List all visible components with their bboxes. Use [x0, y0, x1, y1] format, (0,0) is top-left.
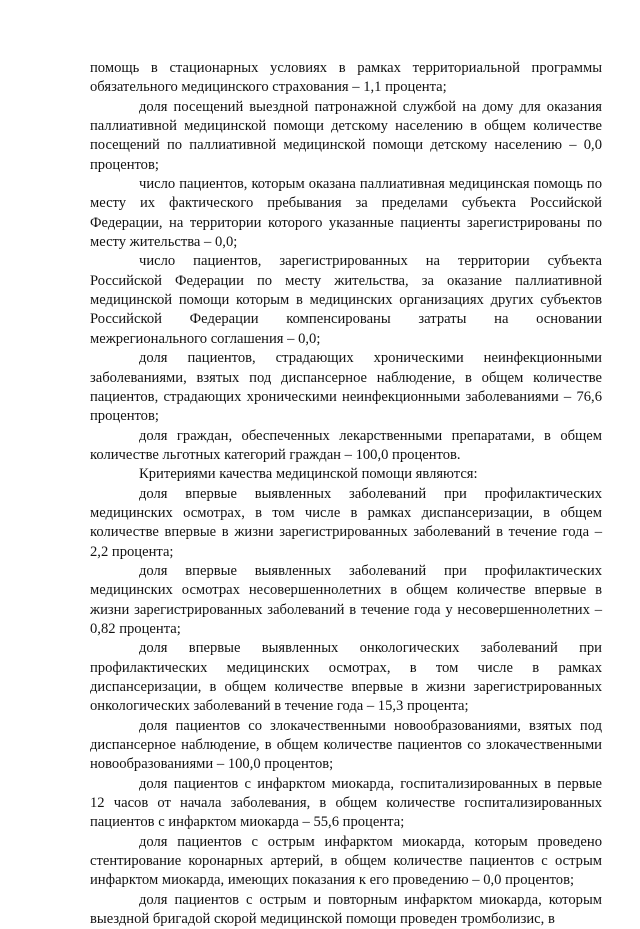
paragraph-myocardial-infarction-12h: доля пациентов с инфарктом миокарда, госпитализированных в первые 12 часов от начала заболевания, в общем количестве госпитализированных пациентов с инфарктом миокарда – 55,6 процента; — [90, 775, 602, 831]
paragraph-stenting: доля пациентов с острым инфарктом миокарда, которым проведено стентирование коронарных артерий, в общем количестве пациентов с острым инфарктом миокарда, имеющих показания к его проведению – 0,0 процентов; — [90, 833, 602, 889]
paragraph-oncology-observation: доля пациентов со злокачественными новообразованиями, взятых под диспансерное наблюдение, в общем количестве пациентов со злокачественными новообразованиями – 100,0 процентов; — [90, 717, 602, 773]
paragraph-patronage-visits: доля посещений выездной патронажной службой на дому для оказания паллиативной медицинской помощи детскому населению в общем количестве посещений по паллиативной медицинской помощи детскому населению – 0,0 процентов; — [90, 98, 602, 173]
paragraph-first-detected-diseases: доля впервые выявленных заболеваний при профилактических медицинских осмотрах, в том числе в рамках диспансеризации, в общем количестве впервые в жизни зарегистрированных заболеваний в течение года – 2,2 процента; — [90, 485, 602, 560]
paragraph-patients-compensated: число пациентов, зарегистрированных на территории субъекта Российской Федерации по месту жительства, за оказание паллиативной медицинской помощи которым в медицинских организациях других субъектов Российской Федерации компенсированы затраты на основании межрегионального соглашения – 0,0; — [90, 253, 602, 347]
paragraph-thrombolysis: доля пациентов с острым и повторным инфарктом миокарда, которым выездной бригадой скорой медицинской помощи проведен тромболизис, в — [90, 891, 602, 928]
document-page — [90, 59, 602, 929]
paragraph-quality-criteria-heading: Критериями качества медицинской помощи являются: — [139, 466, 478, 483]
paragraph-oncology-detection: доля впервые выявленных онкологических заболеваний при профилактических медицинских осмотрах, в том числе в рамках диспансеризации, в общем количестве впервые в жизни зарегистрированных онкологических заболеваний в течение года – 15,3 процента; — [90, 640, 602, 715]
paragraph-minors-diseases: доля впервые выявленных заболеваний при профилактических медицинских осмотрах несовершеннолетних в общем количестве впервые в жизни зарегистрированных заболеваний в течение года у несовершеннолетних – 0,82 процента; — [90, 562, 602, 637]
paragraph-chronic-diseases: доля пациентов, страдающих хроническими неинфекционными заболеваниями, взятых под диспансерное наблюдение, в общем количестве пациентов, страдающих хроническими неинфекционными заболеваниями – 76,6 процентов; — [90, 350, 602, 425]
paragraph-patients-outside-region: число пациентов, которым оказана паллиативная медицинская помощь по месту их фактического пребывания за пределами субъекта Российской Федерации, на территории которого указанные пациенты зарегистрированы по месту жительства – 0,0; — [90, 176, 602, 251]
paragraph-drug-provision: доля граждан, обеспеченных лекарственными препаратами, в общем количестве льготных категорий граждан – 100,0 процентов. — [90, 427, 602, 463]
paragraph-continuation: помощь в стационарных условиях в рамках территориальной программы обязательного медицинского страхования – 1,1 процента; — [90, 60, 602, 96]
